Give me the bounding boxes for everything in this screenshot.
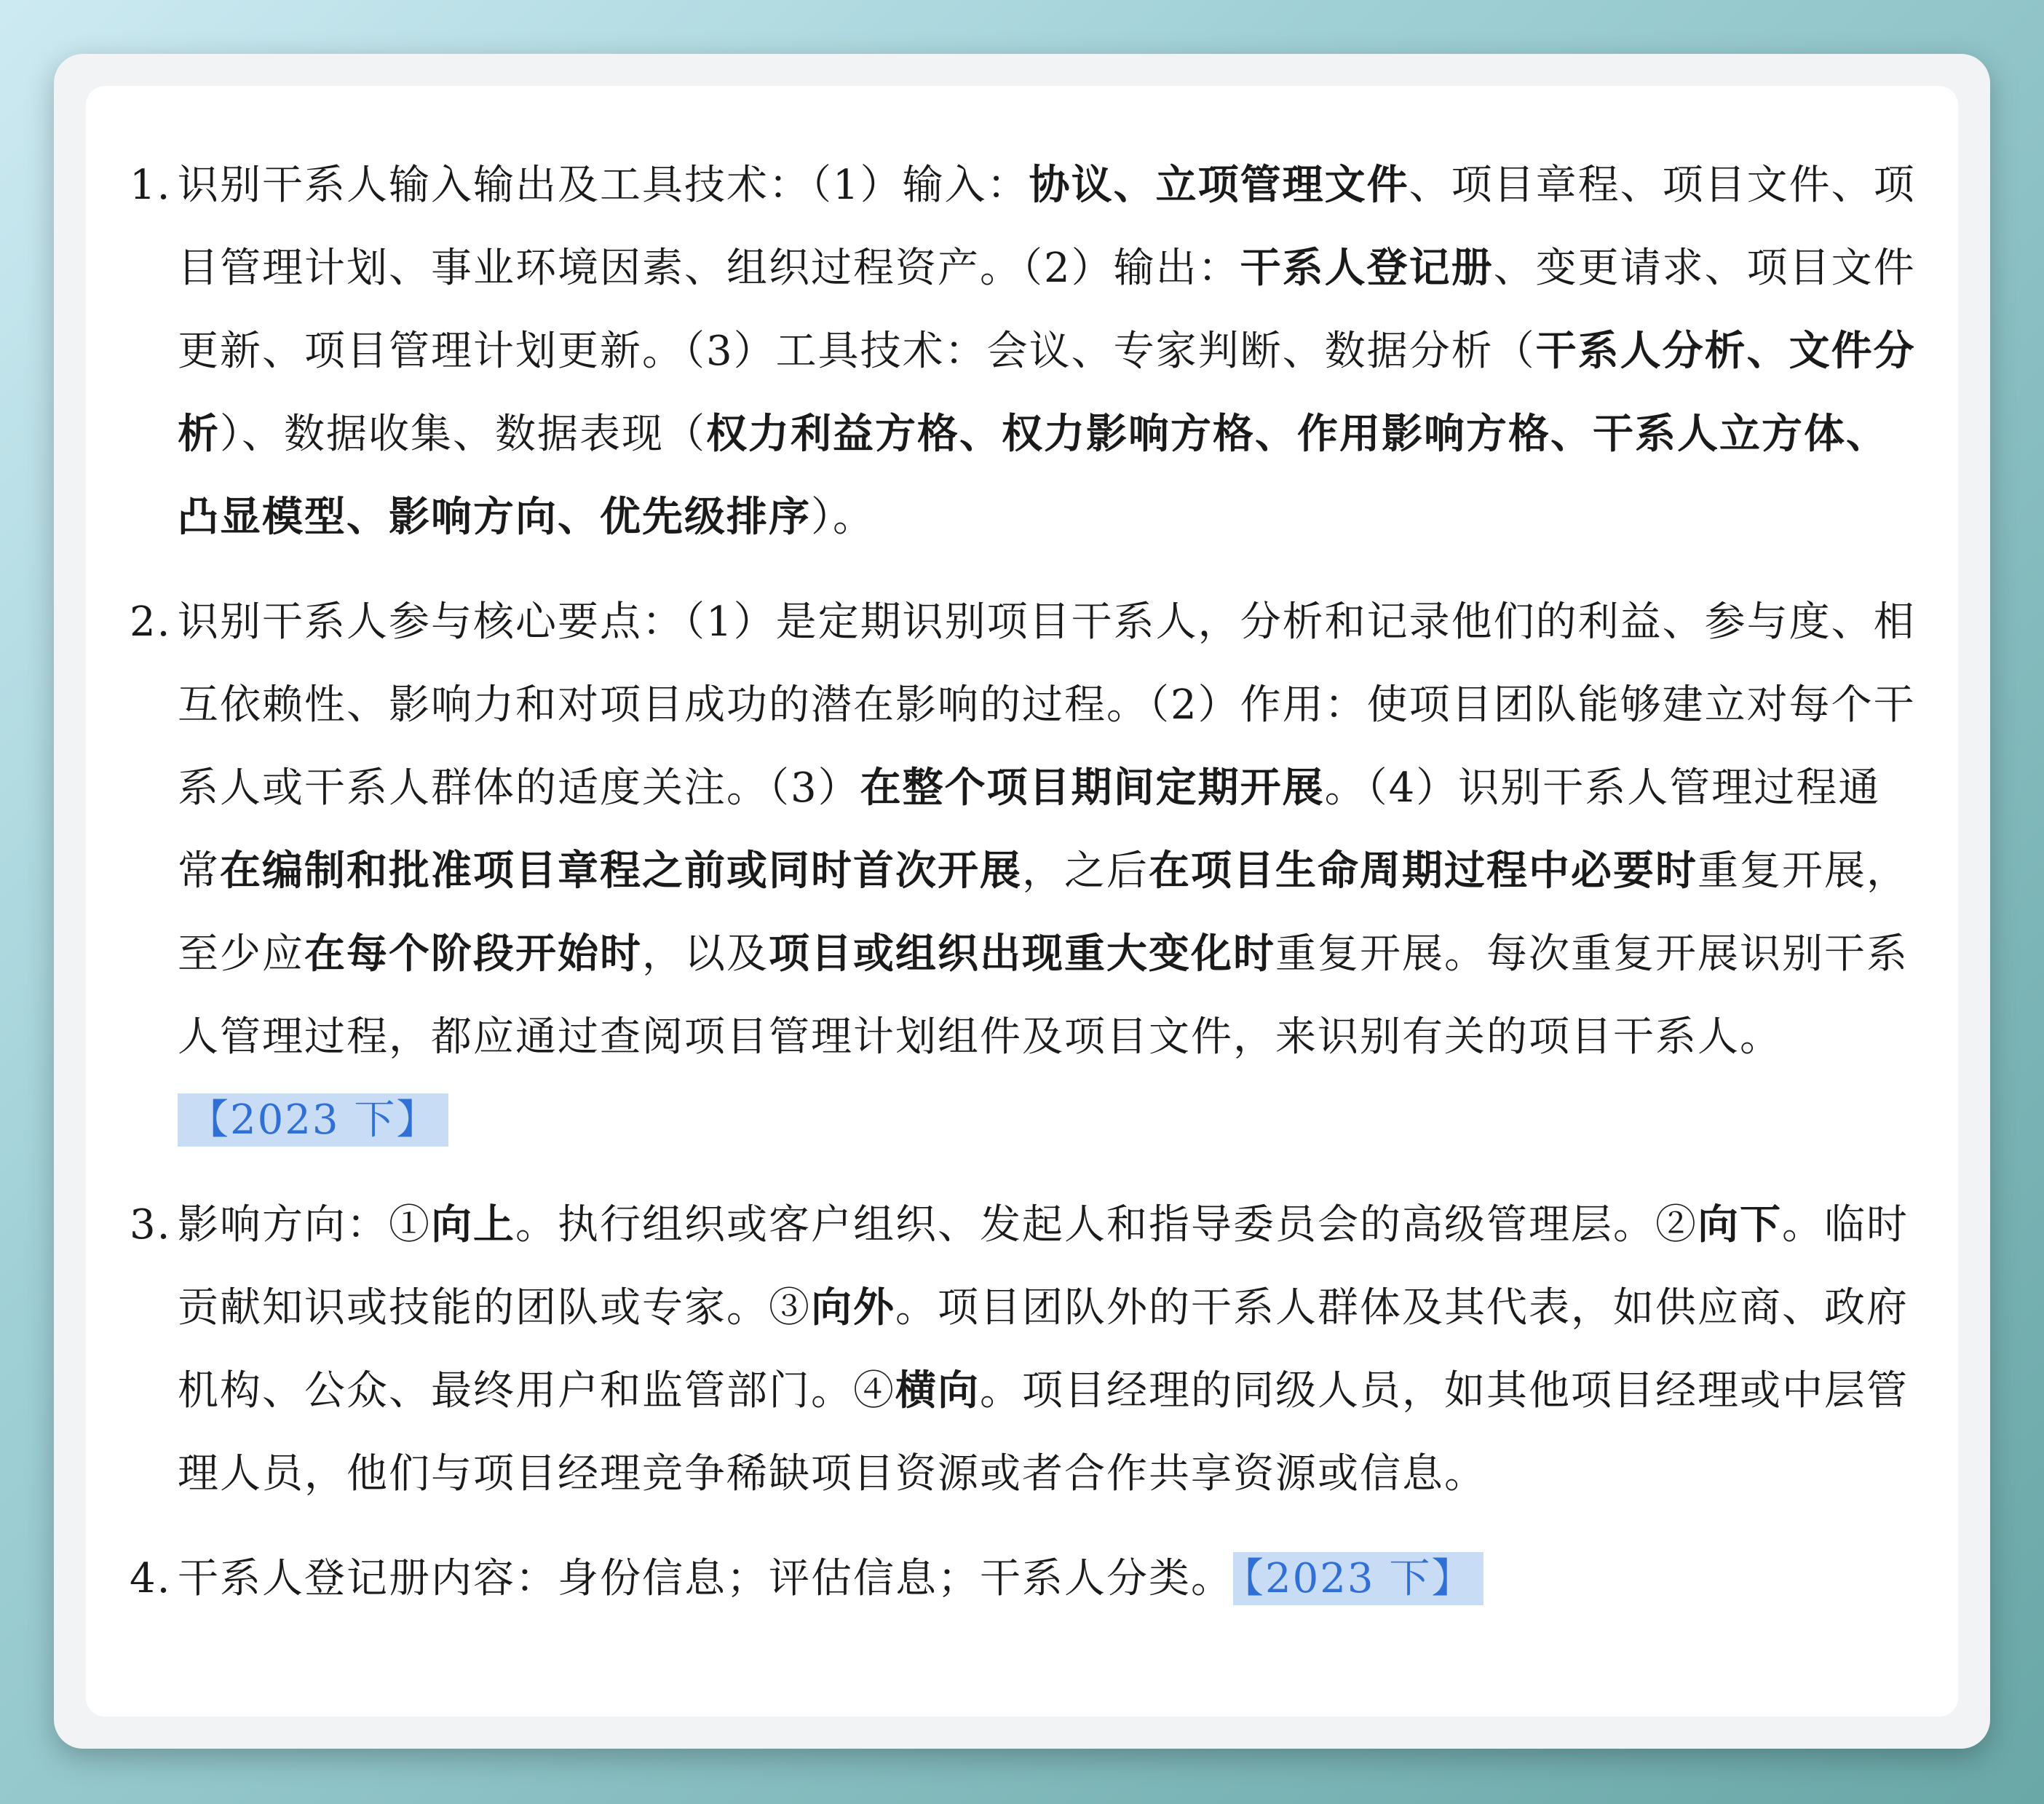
bold-segment: 在项目生命周期过程中必要时 <box>1149 847 1698 895</box>
text-segment: 、变更请求、项目文件更新、项目管理计划更新。（3）工具技术：会议、专家判断、数据分析（ <box>178 245 1916 375</box>
item-number: 1. <box>130 162 172 209</box>
bold-segment: 向上 <box>431 1201 515 1249</box>
item-text <box>178 598 1916 1147</box>
item-text <box>178 1552 1484 1605</box>
text-segment: 。项目团队外的干系人群体及其代表，如供应商、政府机构、公众、最终用户和监管部门。④ <box>178 1284 1909 1415</box>
text-segment: 、项目章程、项目文件、项目管理计划、事业环境因素、组织过程资产。（2）输出： <box>178 162 1916 292</box>
list-item <box>130 581 1920 1162</box>
list-item <box>130 1538 1920 1621</box>
exam-tag: 【2023 下】 <box>1233 1552 1484 1605</box>
bold-segment: 在每个阶段开始时 <box>304 930 642 978</box>
text-segment: 影响方向：① <box>178 1201 431 1249</box>
card-frame <box>54 54 1990 1749</box>
text-segment: ）。 <box>811 494 875 541</box>
item-text <box>178 162 1916 541</box>
item-number: 3. <box>130 1201 172 1249</box>
text-segment: 。临时贡献知识或技能的团队或专家。③ <box>178 1201 1909 1332</box>
bold-segment: 干系人分析、文件分析 <box>178 328 1916 458</box>
text-segment: 干系人登记册内容：身份信息；评估信息；干系人分类。 <box>178 1555 1233 1602</box>
exam-tag: 【2023 下】 <box>178 1093 448 1147</box>
list-item <box>130 144 1920 559</box>
bold-segment: 向外 <box>811 1284 895 1332</box>
text-segment: 重复开展，至少应 <box>178 847 1909 978</box>
text-segment: 识别干系人输入输出及工具技术：（1）输入： <box>178 162 1029 209</box>
text-segment: ，之后 <box>1022 847 1149 895</box>
text-segment: 。（4）识别干系人管理过程通常 <box>178 764 1881 895</box>
bold-segment: 在编制和批准项目章程之前或同时首次开展 <box>220 847 1022 895</box>
bold-segment: 在整个项目期间定期开展 <box>860 764 1325 812</box>
document-sheet <box>86 86 1958 1717</box>
bold-segment: 协议、立项管理文件 <box>1029 162 1409 209</box>
text-segment: ）、数据收集、数据表现（ <box>220 411 706 458</box>
numbered-list <box>130 144 1920 1642</box>
text-segment: 。执行组织或客户组织、发起人和指导委员会的高级管理层。② <box>515 1201 1698 1249</box>
list-item <box>130 1184 1920 1516</box>
item-number: 4. <box>130 1555 172 1602</box>
item-text <box>178 1201 1909 1498</box>
bold-segment: 横向 <box>895 1367 980 1415</box>
bold-segment: 向下 <box>1698 1201 1782 1249</box>
bold-segment: 干系人登记册 <box>1240 245 1494 292</box>
text-segment: 。项目经理的同级人员，如其他项目经理或中层管理人员，他们与项目经理竞争稀缺项目资源或者合作共享资源或信息。 <box>178 1367 1909 1498</box>
item-number: 2. <box>130 598 172 646</box>
text-segment: 重复开展。每次重复开展识别干系人管理过程，都应通过查阅项目管理计划组件及项目文件，来识别有关的项目干系人。 <box>178 930 1909 1061</box>
text-segment: ，以及 <box>642 930 769 978</box>
bold-segment: 权力利益方格、权力影响方格、作用影响方格、干系人立方体、凸显模型、影响方向、优先级排序 <box>178 411 1888 541</box>
bold-segment: 项目或组织出现重大变化时 <box>769 930 1275 978</box>
text-segment: 识别干系人参与核心要点：（1）是定期识别项目干系人，分析和记录他们的利益、参与度、相互依赖性、影响力和对项目成功的潜在影响的过程。（2）作用：使项目团队能够建立对每个干系人或干系人群体的适度关注。（3） <box>178 598 1916 812</box>
